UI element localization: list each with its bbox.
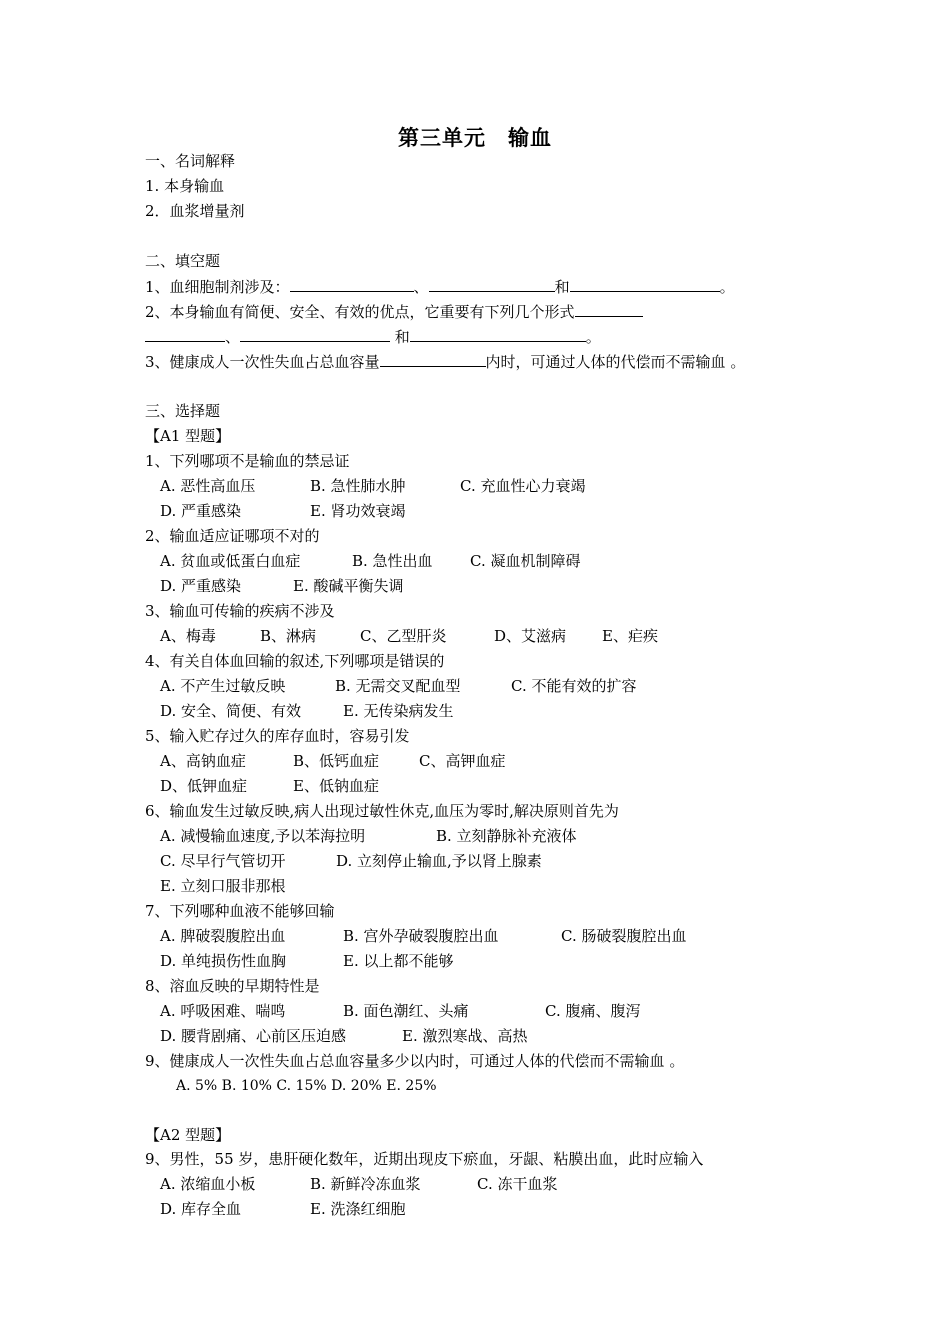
options-row [160, 1174, 557, 1194]
option: B、低钙血症 [293, 752, 380, 770]
end-punct: 。 [585, 328, 601, 346]
section-heading-definitions: 一、名词解释 [145, 152, 236, 170]
option: D. 腰背剧痛、心前区压迫感 [160, 1027, 347, 1045]
answer-blank [570, 276, 720, 292]
options-row: A. 5% B. 10% C. 15% D. 20% E. 25% [176, 1078, 437, 1094]
options-row [160, 751, 505, 771]
option: D. 库存全血 [160, 1200, 242, 1218]
fill-question-2-cont [145, 326, 601, 347]
option: E. 酸碱平衡失调 [293, 577, 404, 595]
choice-question: 5、输入贮存过久的库存血时，容易引发 [145, 727, 410, 745]
option: C. 不能有效的扩容 [511, 677, 637, 695]
definition-item: 2．血浆增量剂 [145, 202, 245, 220]
option: E. 无传染病发生 [343, 702, 454, 720]
option: D. 单纯损伤性血胸 [160, 952, 287, 970]
options-row [160, 676, 636, 696]
option: B. 急性出血 [352, 552, 433, 570]
option: C. 尽早行气管切开 [160, 852, 286, 870]
question-text: 2、本身输血有简便、安全、有效的优点，它重要有下列几个形式 [145, 303, 575, 321]
question-type-a2: 【A2 型题】 [145, 1126, 231, 1144]
connector-text: 和 [554, 278, 570, 296]
answer-blank [145, 326, 225, 342]
question-text: 1、血细胞制剂涉及： [145, 278, 290, 296]
question-type-a1: 【A1 型题】 [145, 427, 231, 445]
separator-text: 、 [413, 278, 429, 296]
answer-blank [575, 301, 643, 317]
fill-question-1 [145, 276, 735, 297]
options-row [160, 851, 542, 871]
answer-blank [290, 276, 414, 292]
options-row [160, 576, 404, 596]
option: A、梅毒 [160, 627, 216, 645]
choice-question: 3、输血可传输的疾病不涉及 [145, 602, 335, 620]
choice-question: 1、下列哪项不是输血的禁忌证 [145, 452, 350, 470]
option: C. 凝血机制障碍 [470, 552, 581, 570]
choice-question: 2、输血适应证哪项不对的 [145, 527, 320, 545]
option: A. 减慢输血速度,予以苯海拉明 [160, 827, 366, 845]
option: C. 充血性心力衰竭 [460, 477, 586, 495]
connector-text: 和 [390, 328, 410, 346]
options-row [160, 1199, 406, 1219]
option: B. 宫外孕破裂腹腔出血 [343, 927, 499, 945]
option: E、疟疾 [602, 627, 658, 645]
answer-blank [240, 326, 390, 342]
options-row [160, 1001, 640, 1021]
options-row [160, 926, 686, 946]
section-heading-choice: 三、选择题 [145, 402, 221, 420]
options-row [160, 476, 585, 496]
option: E. 以上都不能够 [343, 952, 454, 970]
section-heading-fill-blank: 二、填空题 [145, 252, 221, 270]
option: A. 恶性高血压 [160, 477, 256, 495]
question-text: 3、健康成人一次性失血占总血容量 [145, 353, 380, 371]
choice-question: 4、有关自体血回输的叙述,下列哪项是错误的 [145, 652, 445, 670]
option: C、乙型肝炎 [360, 627, 447, 645]
answer-blank [380, 351, 486, 367]
options-row [160, 701, 454, 721]
option: C. 腹痛、腹泻 [545, 1002, 641, 1020]
option: D. 严重感染 [160, 577, 242, 595]
option: A、高钠血症 [160, 752, 246, 770]
choice-question: 6、输血发生过敏反映,病人出现过敏性休克,血压为零时,解决原则首先为 [145, 802, 619, 820]
option: E. 激烈寒战、高热 [402, 1027, 528, 1045]
option: E. 立刻口服非那根 [160, 877, 286, 895]
option: A. 不产生过敏反映 [160, 677, 286, 695]
option: B. 立刻静脉补充液体 [436, 827, 577, 845]
fill-question-2 [145, 301, 643, 322]
answer-blank [410, 326, 586, 342]
options-row [160, 501, 406, 521]
options-row [160, 826, 577, 846]
option: A. 浓缩血小板 [160, 1175, 256, 1193]
option: D. 严重感染 [160, 502, 242, 520]
option: B. 新鲜冷冻血浆 [310, 1175, 421, 1193]
options-row [160, 776, 379, 796]
question-text: 内时，可通过人体的代偿而不需输血 。 [485, 353, 746, 371]
choice-question: 8、溶血反映的早期特性是 [145, 977, 320, 995]
fill-question-3 [145, 351, 745, 372]
option: C. 冻干血浆 [477, 1175, 558, 1193]
option: C、高钾血症 [419, 752, 506, 770]
option: D. 立刻停止输血,予以肾上腺素 [336, 852, 542, 870]
option: B. 无需交叉配血型 [335, 677, 461, 695]
option: D、艾滋病 [494, 627, 567, 645]
options-row [160, 876, 286, 896]
page-title: 第三单元 输血 [398, 126, 552, 150]
option: A. 贫血或低蛋白血症 [160, 552, 301, 570]
options-row [160, 551, 580, 571]
option: E. 肾功效衰竭 [310, 502, 406, 520]
options-row [160, 626, 658, 646]
option: C. 肠破裂腹腔出血 [561, 927, 687, 945]
options-row [160, 1026, 528, 1046]
definition-item: 1. 本身输血 [145, 177, 225, 195]
choice-question: 9、健康成人一次性失血占总血容量多少以内时，可通过人体的代偿而不需输血 。 [145, 1052, 685, 1070]
options-row [160, 951, 454, 971]
option: B. 急性肺水肿 [310, 477, 406, 495]
option: A. 呼吸困难、喘鸣 [160, 1002, 286, 1020]
end-punct: 。 [719, 278, 735, 296]
option: B. 面色潮红、头痛 [343, 1002, 469, 1020]
choice-question: 9、男性，55 岁，患肝硬化数年，近期出现皮下瘀血，牙龈、粘膜出血，此时应输入 [145, 1150, 704, 1168]
option: B、淋病 [260, 627, 317, 645]
option: E、低钠血症 [293, 777, 379, 795]
option: E. 洗涤红细胞 [310, 1200, 406, 1218]
choice-question: 7、下列哪种血液不能够回输 [145, 902, 335, 920]
option: A. 脾破裂腹腔出血 [160, 927, 286, 945]
separator-text: 、 [225, 328, 241, 346]
option: D. 安全、简便、有效 [160, 702, 302, 720]
option: D、低钾血症 [160, 777, 248, 795]
answer-blank [429, 276, 555, 292]
